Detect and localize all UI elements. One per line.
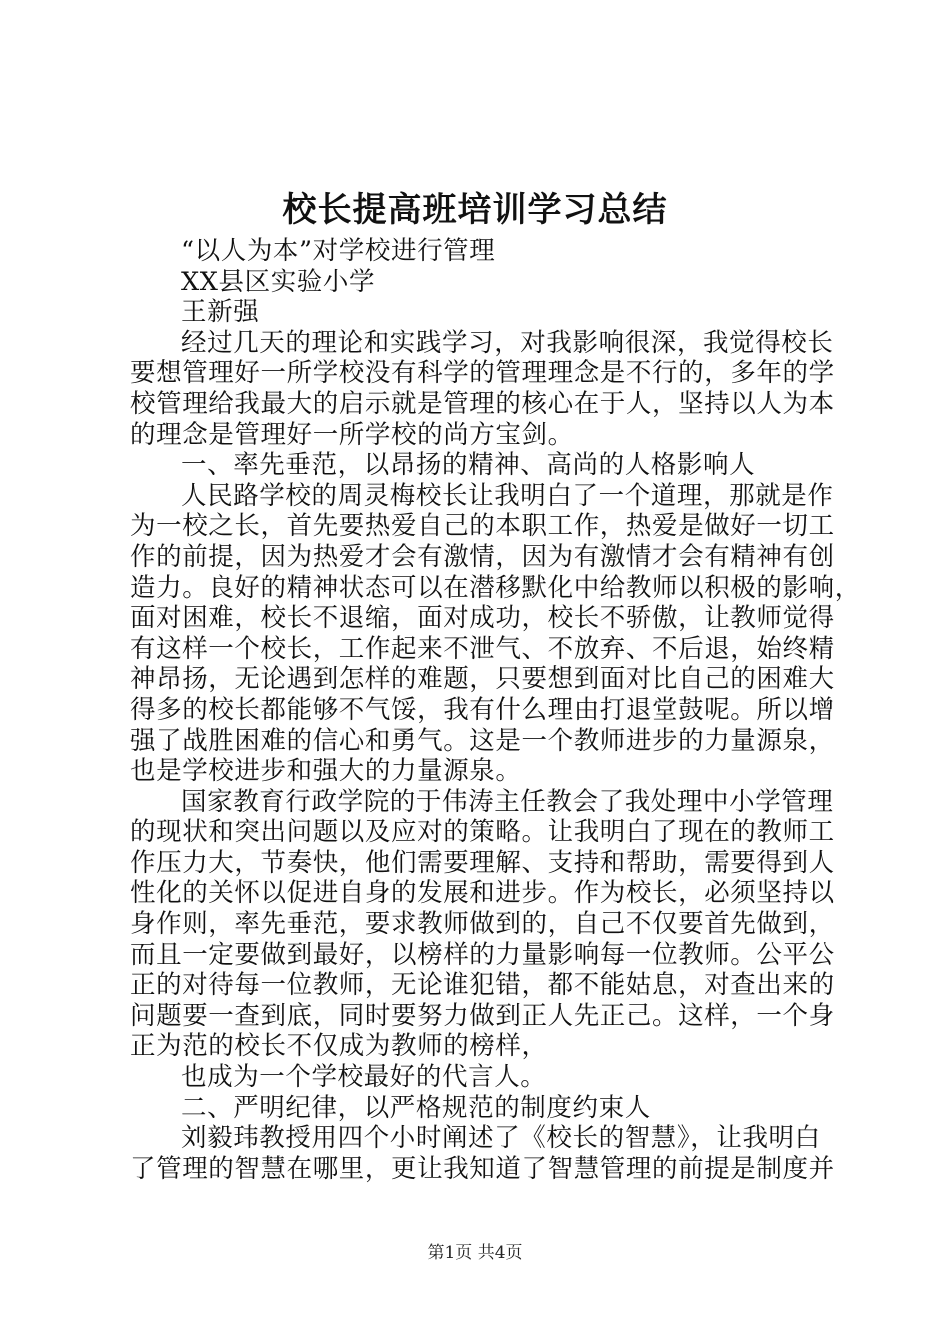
paragraph-line: 面对困难，校长不退缩，面对成功，校长不骄傲，让教师觉得 bbox=[130, 603, 835, 634]
paragraph-line: 身作则，率先垂范，要求教师做到的，自己不仅要首先做到， bbox=[130, 909, 835, 940]
paragraph-line: 正为范的校长不仅成为教师的榜样， bbox=[130, 1031, 548, 1062]
paragraph-line: 神昂扬，无论遇到怎样的难题，只要想到面对比自己的困难大 bbox=[130, 664, 835, 695]
paragraph-line: 也是学校进步和强大的力量源泉。 bbox=[130, 756, 522, 787]
document-body bbox=[130, 236, 861, 1184]
paragraph-line: 的现状和突出问题以及应对的策略。让我明白了现在的教师工 bbox=[130, 817, 835, 848]
school-line: XX县区实验小学 bbox=[181, 266, 376, 297]
paragraph-line: 的理念是管理好一所学校的尚方宝剑。 bbox=[130, 419, 574, 450]
document-title: 校长提高班培训学习总结 bbox=[282, 190, 668, 230]
paragraph-line: 造力。良好的精神状态可以在潜移默化中给教师以积极的影响， bbox=[130, 572, 861, 603]
paragraph-line: 要想管理好一所学校没有科学的管理理念是不行的，多年的学 bbox=[130, 358, 835, 389]
paragraph-line: 经过几天的理论和实践学习，对我影响很深，我觉得校长 bbox=[181, 327, 834, 358]
paragraph-line: 了管理的智慧在哪里，更让我知道了智慧管理的前提是制度并 bbox=[130, 1153, 835, 1184]
paragraph-line: 人民路学校的周灵梅校长让我明白了一个道理，那就是作 bbox=[181, 480, 834, 511]
subtitle-line: “以人为本”对学校进行管理 bbox=[181, 236, 496, 266]
paragraph-line: 强了战胜困难的信心和勇气。这是一个教师进步的力量源泉， bbox=[130, 725, 835, 756]
paragraph-line: 校管理给我最大的启示就是管理的核心在于人，坚持以人为本 bbox=[130, 388, 835, 419]
section-heading: 一、率先垂范，以昂扬的精神、高尚的人格影响人 bbox=[181, 450, 756, 481]
section-heading: 二、严明纪律，以严格规范的制度约束人 bbox=[181, 1092, 651, 1123]
paragraph-line: 得多的校长都能够不气馁，我有什么理由打退堂鼓呢。所以增 bbox=[130, 694, 835, 725]
paragraph-line: 刘毅玮教授用四个小时阐述了《校长的智慧》，让我明白 bbox=[181, 1123, 821, 1154]
paragraph-line: 性化的关怀以促进自身的发展和进步。作为校长，必须坚持以 bbox=[130, 878, 835, 909]
page-footer: 第1页 共4页 bbox=[427, 1243, 523, 1263]
paragraph-line: 也成为一个学校最好的代言人。 bbox=[181, 1062, 547, 1093]
paragraph-line: 问题要一查到底，同时要努力做到正人先正己。这样，一个身 bbox=[130, 1000, 835, 1031]
paragraph-line: 而且一定要做到最好，以榜样的力量影响每一位教师。公平公 bbox=[130, 939, 835, 970]
paragraph-line: 为一校之长，首先要热爱自己的本职工作，热爱是做好一切工 bbox=[130, 511, 835, 542]
paragraph-line: 作的前提，因为热爱才会有激情，因为有激情才会有精神有创 bbox=[130, 541, 835, 572]
paragraph-line: 有这样一个校长，工作起来不泄气、不放弃、不后退，始终精 bbox=[130, 633, 835, 664]
paragraph-line: 正的对待每一位教师，无论谁犯错，都不能姑息，对查出来的 bbox=[130, 970, 835, 1001]
paragraph-line: 作压力大，节奏快，他们需要理解、支持和帮助，需要得到人 bbox=[130, 847, 835, 878]
paragraph-line: 国家教育行政学院的于伟涛主任教会了我处理中小学管理 bbox=[181, 786, 834, 817]
author-line: 王新强 bbox=[181, 297, 260, 328]
